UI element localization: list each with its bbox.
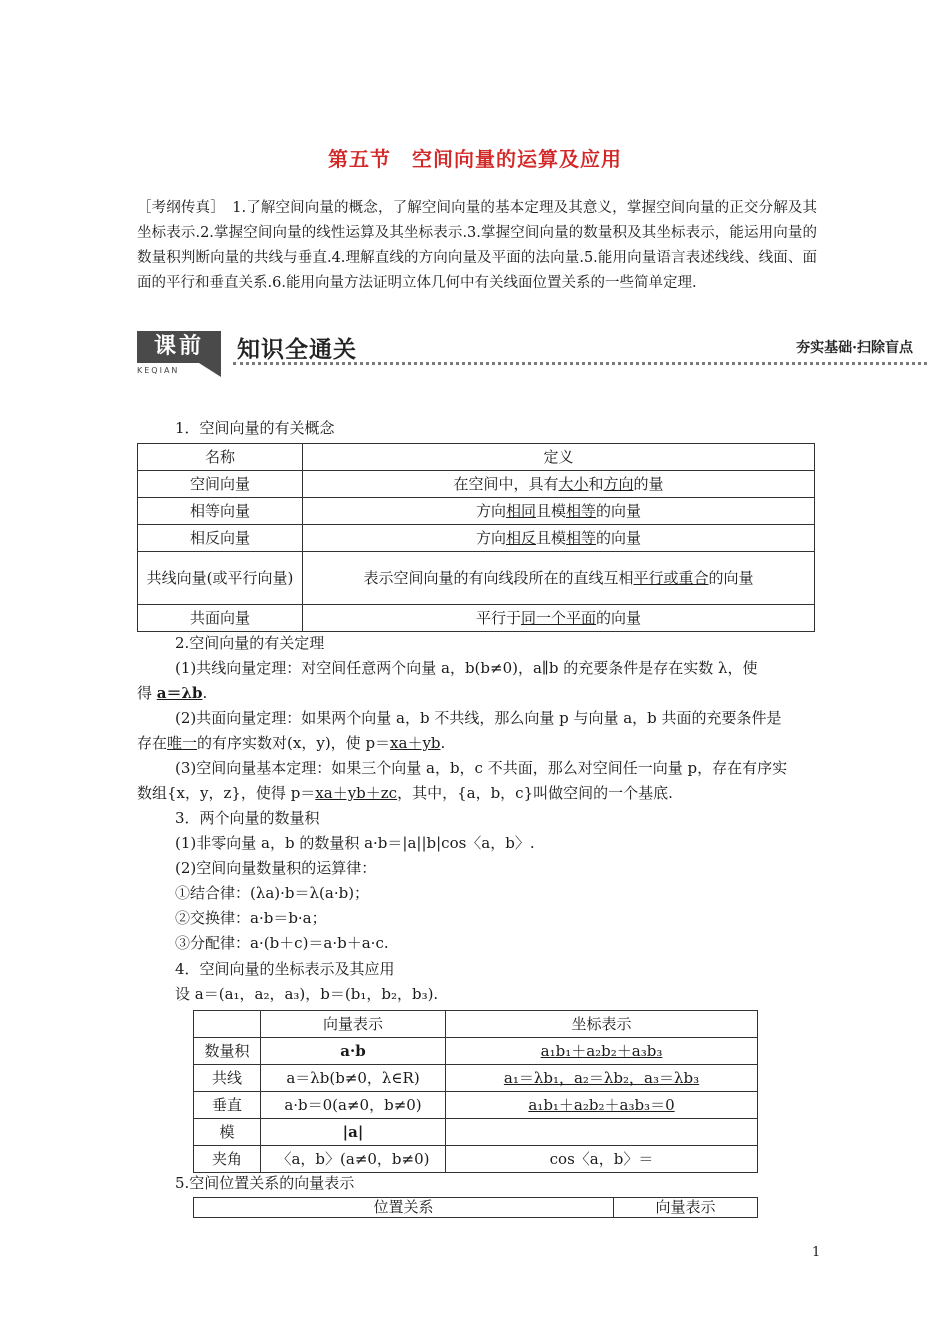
coord-row-name: 垂直: [194, 1092, 261, 1119]
page-number: 1: [812, 1245, 821, 1260]
dot-product-def: (1)非零向量 a，b 的数量积 a·b＝|a||b|cos〈a，b〉.: [175, 834, 535, 852]
concept-header-name: 名称: [138, 444, 303, 471]
concept-header-definition: 定义: [303, 444, 815, 471]
concept-definition: 平行于同一个平面的向量: [303, 605, 815, 632]
banner-title: 知识全通关: [237, 337, 357, 363]
coord-header-blank: [194, 1011, 261, 1038]
sec5-heading: 5.空间位置关系的向量表示: [175, 1174, 355, 1192]
associative-law: ①结合律：(λa)·b＝λ(a·b)；: [175, 884, 370, 902]
coord-row-coordinate: a₁b₁＋a₂b₂＋a₃b₃: [446, 1038, 758, 1065]
position-table: [193, 1197, 758, 1218]
coord-header-vector: 向量表示: [261, 1011, 446, 1038]
coord-row-name: 模: [194, 1119, 261, 1146]
banner-box-label: 课前: [137, 331, 221, 363]
banner-triangle-decoration: [199, 363, 221, 377]
coplanar-theorem-cont: 存在唯一的有序实数对(x，y)，使 p＝xa＋yb.: [137, 734, 446, 752]
concept-definition: 方向相同且模相等的向量: [303, 498, 815, 525]
coord-row-vector: a＝λb(b≠0，λ∈R): [261, 1065, 446, 1092]
banner-divider: [233, 362, 927, 365]
collinear-theorem-cont: 得 a＝λb.: [137, 684, 208, 702]
banner-slogan: 夯实基础·扫除盲点: [796, 340, 913, 356]
coord-row-name: 夹角: [194, 1146, 261, 1173]
coord-row-coordinate: a₁b₁＋a₂b₂＋a₃b₃＝0: [446, 1092, 758, 1119]
concept-table: [137, 443, 815, 632]
concept-name: 空间向量: [138, 471, 303, 498]
coord-row-vector: |a|: [261, 1119, 446, 1146]
commutative-law: ②交换律：a·b＝b·a；: [175, 909, 327, 927]
sec1-heading: 1．空间向量的有关概念: [175, 419, 335, 437]
basis-theorem-cont: 数组{x，y，z}，使得 p＝xa＋yb＋zc，其中，{a，b，c}叫做空间的一个基底.: [137, 784, 673, 802]
concept-name: 共线向量(或平行向量): [138, 552, 303, 605]
coordinate-table: [193, 1010, 758, 1173]
concept-name: 相等向量: [138, 498, 303, 525]
page-title: 第五节 空间向量的运算及应用: [328, 147, 622, 171]
collinear-theorem: (1)共线向量定理：对空间任意两个向量 a，b(b≠0)，a∥b 的充要条件是存在实数 λ，使: [175, 659, 758, 677]
distributive-law: ③分配律：a·(b＋c)＝a·b＋a·c.: [175, 934, 389, 952]
sec2-heading: 2.空间向量的有关定理: [175, 634, 325, 652]
coord-row-coordinate: a₁＝λb₁，a₂＝λb₂，a₃＝λb₃: [446, 1065, 758, 1092]
syllabus-intro: ［考纲传真］ 1.了解空间向量的概念，了解空间向量的基本定理及其意义，掌握空间向量的正交分解及其坐标表示.2.掌握空间向量的线性运算及其坐标表示.3.掌握空间向量的数量积及其坐标表示，能运用向量的数量积判断向量的共线与垂直.4.理解直线的方向向量及平面的法向量.5.能用向量语言表述线线、线面、面面的平行和垂直关系.6.能用向量方法证明立体几何中有关线面位置关系的一些简单定理.: [137, 200, 817, 291]
concept-name: 共面向量: [138, 605, 303, 632]
concept-definition: 在空间中，具有大小和方向的量: [303, 471, 815, 498]
coord-row-name: 共线: [194, 1065, 261, 1092]
position-header-vector: 向量表示: [614, 1198, 758, 1218]
basis-theorem: (3)空间向量基本定理：如果三个向量 a，b，c 不共面，那么对空间任一向量 p，存在有序实: [175, 759, 788, 777]
concept-definition: 表示空间向量的有向线段所在的直线互相平行或重合的向量: [303, 552, 815, 605]
coord-row-vector: a·b＝0(a≠0，b≠0): [261, 1092, 446, 1119]
dot-product-laws: (2)空间向量数量积的运算律：: [175, 859, 377, 877]
concept-definition: 方向相反且模相等的向量: [303, 525, 815, 552]
coord-row-coordinate: cos〈a，b〉＝: [446, 1146, 758, 1173]
coord-row-vector: 〈a，b〉(a≠0，b≠0): [261, 1146, 446, 1173]
coord-row-vector: a·b: [261, 1038, 446, 1065]
position-header-relation: 位置关系: [194, 1198, 614, 1218]
sec4-heading: 4．空间向量的坐标表示及其应用: [175, 960, 395, 978]
coord-row-coordinate: [446, 1119, 758, 1146]
section-banner: [137, 331, 927, 381]
concept-name: 相反向量: [138, 525, 303, 552]
coordinate-setup: 设 a＝(a₁，a₂，a₃)，b＝(b₁，b₂，b₃).: [175, 985, 439, 1003]
coord-header-coordinate: 坐标表示: [446, 1011, 758, 1038]
coplanar-theorem: (2)共面向量定理：如果两个向量 a，b 不共线，那么向量 p 与向量 a，b 共面的充要条件是: [175, 709, 782, 727]
banner-pinyin: KEQIAN: [137, 366, 180, 375]
sec3-heading: 3．两个向量的数量积: [175, 809, 320, 827]
coord-row-name: 数量积: [194, 1038, 261, 1065]
